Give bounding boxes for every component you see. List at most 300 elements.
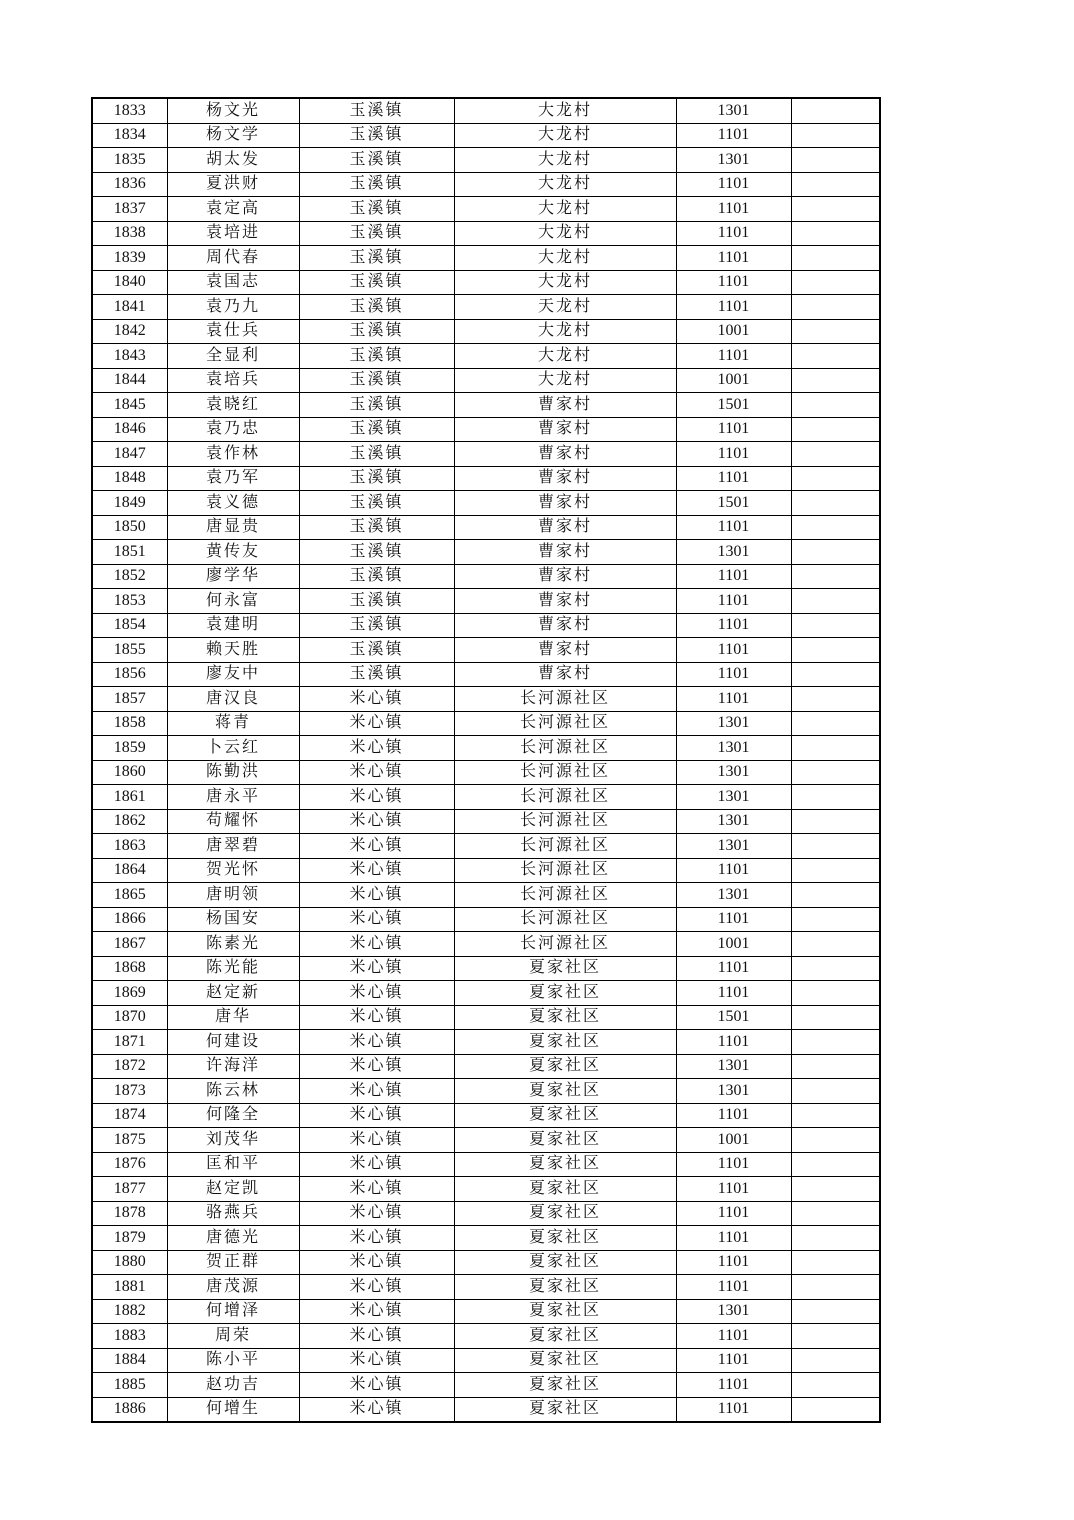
row-number-cell: 1837 (92, 197, 167, 222)
town-cell: 米心镇 (299, 1397, 454, 1422)
note-cell (791, 1373, 880, 1398)
code-cell: 1501 (676, 393, 791, 418)
town-cell: 米心镇 (299, 1250, 454, 1275)
table-row (92, 393, 880, 418)
table-row (92, 417, 880, 442)
row-number-cell: 1843 (92, 344, 167, 369)
code-cell: 1301 (676, 1054, 791, 1079)
row-number-cell: 1864 (92, 858, 167, 883)
village-cell: 曹家村 (454, 540, 676, 565)
person-name-cell: 杨文光 (167, 98, 299, 123)
code-cell: 1101 (676, 564, 791, 589)
row-number-cell: 1850 (92, 515, 167, 540)
row-number-cell: 1845 (92, 393, 167, 418)
table-row (92, 711, 880, 736)
code-cell: 1001 (676, 932, 791, 957)
row-number-cell: 1879 (92, 1226, 167, 1251)
village-cell: 长河源社区 (454, 809, 676, 834)
person-name-cell: 何增生 (167, 1397, 299, 1422)
village-cell: 夏家社区 (454, 1152, 676, 1177)
table-row (92, 123, 880, 148)
code-cell: 1101 (676, 858, 791, 883)
code-cell: 1101 (676, 662, 791, 687)
table-row (92, 1030, 880, 1055)
village-cell: 大龙村 (454, 148, 676, 173)
town-cell: 米心镇 (299, 1201, 454, 1226)
person-name-cell: 廖友中 (167, 662, 299, 687)
table-row (92, 1201, 880, 1226)
note-cell (791, 515, 880, 540)
village-cell: 大龙村 (454, 221, 676, 246)
village-cell: 长河源社区 (454, 834, 676, 859)
table-row (92, 1324, 880, 1349)
village-cell: 曹家村 (454, 662, 676, 687)
village-cell: 大龙村 (454, 98, 676, 123)
town-cell: 玉溪镇 (299, 540, 454, 565)
person-name-cell: 周代春 (167, 246, 299, 271)
village-cell: 夏家社区 (454, 1275, 676, 1300)
town-cell: 玉溪镇 (299, 368, 454, 393)
village-cell: 长河源社区 (454, 711, 676, 736)
person-name-cell: 袁仕兵 (167, 319, 299, 344)
person-name-cell: 何建设 (167, 1030, 299, 1055)
row-number-cell: 1833 (92, 98, 167, 123)
note-cell (791, 1054, 880, 1079)
town-cell: 玉溪镇 (299, 221, 454, 246)
row-number-cell: 1886 (92, 1397, 167, 1422)
row-number-cell: 1844 (92, 368, 167, 393)
note-cell (791, 785, 880, 810)
table-row (92, 785, 880, 810)
village-cell: 夏家社区 (454, 1348, 676, 1373)
table-row (92, 589, 880, 614)
note-cell (791, 393, 880, 418)
code-cell: 1101 (676, 1324, 791, 1349)
town-cell: 米心镇 (299, 981, 454, 1006)
table-row (92, 319, 880, 344)
code-cell: 1101 (676, 466, 791, 491)
person-name-cell: 陈勤洪 (167, 760, 299, 785)
person-name-cell: 袁乃忠 (167, 417, 299, 442)
table-row (92, 1275, 880, 1300)
code-cell: 1101 (676, 515, 791, 540)
note-cell (791, 1299, 880, 1324)
village-cell: 夏家社区 (454, 1250, 676, 1275)
table-row (92, 809, 880, 834)
table-row (92, 1103, 880, 1128)
row-number-cell: 1865 (92, 883, 167, 908)
person-name-cell: 袁乃军 (167, 466, 299, 491)
row-number-cell: 1863 (92, 834, 167, 859)
code-cell: 1101 (676, 442, 791, 467)
code-cell: 1301 (676, 711, 791, 736)
village-cell: 大龙村 (454, 344, 676, 369)
village-cell: 曹家村 (454, 491, 676, 516)
note-cell (791, 638, 880, 663)
note-cell (791, 368, 880, 393)
town-cell: 玉溪镇 (299, 393, 454, 418)
note-cell (791, 1079, 880, 1104)
row-number-cell: 1874 (92, 1103, 167, 1128)
table-row (92, 736, 880, 761)
row-number-cell: 1877 (92, 1177, 167, 1202)
row-number-cell: 1839 (92, 246, 167, 271)
note-cell (791, 687, 880, 712)
table-row (92, 956, 880, 981)
code-cell: 1101 (676, 1030, 791, 1055)
person-name-cell: 袁作林 (167, 442, 299, 467)
person-name-cell: 何增泽 (167, 1299, 299, 1324)
town-cell: 玉溪镇 (299, 417, 454, 442)
village-cell: 曹家村 (454, 613, 676, 638)
code-cell: 1101 (676, 1201, 791, 1226)
table-row (92, 858, 880, 883)
village-cell: 长河源社区 (454, 760, 676, 785)
town-cell: 米心镇 (299, 1324, 454, 1349)
row-number-cell: 1836 (92, 172, 167, 197)
person-name-cell: 贺正群 (167, 1250, 299, 1275)
note-cell (791, 540, 880, 565)
person-name-cell: 周荣 (167, 1324, 299, 1349)
village-cell: 夏家社区 (454, 1177, 676, 1202)
town-cell: 玉溪镇 (299, 344, 454, 369)
note-cell (791, 442, 880, 467)
village-cell: 夏家社区 (454, 1373, 676, 1398)
note-cell (791, 1152, 880, 1177)
row-number-cell: 1862 (92, 809, 167, 834)
code-cell: 1501 (676, 491, 791, 516)
person-name-cell: 唐翠碧 (167, 834, 299, 859)
roster-table (91, 97, 881, 1423)
code-cell: 1101 (676, 344, 791, 369)
note-cell (791, 246, 880, 271)
village-cell: 长河源社区 (454, 883, 676, 908)
row-number-cell: 1847 (92, 442, 167, 467)
village-cell: 大龙村 (454, 123, 676, 148)
town-cell: 玉溪镇 (299, 442, 454, 467)
note-cell (791, 613, 880, 638)
row-number-cell: 1875 (92, 1128, 167, 1153)
code-cell: 1301 (676, 98, 791, 123)
note-cell (791, 956, 880, 981)
village-cell: 长河源社区 (454, 907, 676, 932)
code-cell: 1301 (676, 760, 791, 785)
town-cell: 玉溪镇 (299, 662, 454, 687)
village-cell: 夏家社区 (454, 1030, 676, 1055)
code-cell: 1301 (676, 883, 791, 908)
note-cell (791, 491, 880, 516)
person-name-cell: 全显利 (167, 344, 299, 369)
row-number-cell: 1868 (92, 956, 167, 981)
village-cell: 大龙村 (454, 246, 676, 271)
town-cell: 米心镇 (299, 1275, 454, 1300)
person-name-cell: 唐德光 (167, 1226, 299, 1251)
table-row (92, 466, 880, 491)
village-cell: 大龙村 (454, 368, 676, 393)
town-cell: 米心镇 (299, 834, 454, 859)
code-cell: 1301 (676, 785, 791, 810)
code-cell: 1101 (676, 956, 791, 981)
village-cell: 夏家社区 (454, 1226, 676, 1251)
code-cell: 1101 (676, 907, 791, 932)
code-cell: 1101 (676, 295, 791, 320)
person-name-cell: 袁培兵 (167, 368, 299, 393)
person-name-cell: 陈云林 (167, 1079, 299, 1104)
town-cell: 米心镇 (299, 760, 454, 785)
note-cell (791, 883, 880, 908)
note-cell (791, 1348, 880, 1373)
code-cell: 1101 (676, 638, 791, 663)
table-row (92, 1005, 880, 1030)
note-cell (791, 1128, 880, 1153)
note-cell (791, 197, 880, 222)
person-name-cell: 何隆全 (167, 1103, 299, 1128)
code-cell: 1101 (676, 981, 791, 1006)
town-cell: 米心镇 (299, 858, 454, 883)
row-number-cell: 1842 (92, 319, 167, 344)
table-row (92, 883, 880, 908)
town-cell: 米心镇 (299, 907, 454, 932)
person-name-cell: 赖天胜 (167, 638, 299, 663)
row-number-cell: 1867 (92, 932, 167, 957)
table-row (92, 1177, 880, 1202)
person-name-cell: 匡和平 (167, 1152, 299, 1177)
village-cell: 夏家社区 (454, 1054, 676, 1079)
row-number-cell: 1846 (92, 417, 167, 442)
table-row (92, 295, 880, 320)
village-cell: 夏家社区 (454, 1128, 676, 1153)
code-cell: 1101 (676, 613, 791, 638)
row-number-cell: 1835 (92, 148, 167, 173)
table-row (92, 1079, 880, 1104)
row-number-cell: 1872 (92, 1054, 167, 1079)
village-cell: 大龙村 (454, 197, 676, 222)
village-cell: 夏家社区 (454, 1079, 676, 1104)
row-number-cell: 1856 (92, 662, 167, 687)
code-cell: 1101 (676, 197, 791, 222)
town-cell: 玉溪镇 (299, 123, 454, 148)
person-name-cell: 卜云红 (167, 736, 299, 761)
town-cell: 玉溪镇 (299, 246, 454, 271)
town-cell: 米心镇 (299, 1054, 454, 1079)
town-cell: 米心镇 (299, 1103, 454, 1128)
row-number-cell: 1882 (92, 1299, 167, 1324)
code-cell: 1301 (676, 540, 791, 565)
village-cell: 夏家社区 (454, 1005, 676, 1030)
note-cell (791, 736, 880, 761)
village-cell: 长河源社区 (454, 932, 676, 957)
note-cell (791, 1030, 880, 1055)
table-row (92, 638, 880, 663)
code-cell: 1101 (676, 221, 791, 246)
town-cell: 玉溪镇 (299, 515, 454, 540)
code-cell: 1101 (676, 123, 791, 148)
code-cell: 1301 (676, 1299, 791, 1324)
row-number-cell: 1884 (92, 1348, 167, 1373)
table-row (92, 834, 880, 859)
town-cell: 米心镇 (299, 736, 454, 761)
town-cell: 米心镇 (299, 687, 454, 712)
note-cell (791, 344, 880, 369)
code-cell: 1301 (676, 834, 791, 859)
table-row (92, 1348, 880, 1373)
table-row (92, 221, 880, 246)
row-number-cell: 1866 (92, 907, 167, 932)
table-row (92, 246, 880, 271)
table-row (92, 197, 880, 222)
person-name-cell: 何永富 (167, 589, 299, 614)
row-number-cell: 1840 (92, 270, 167, 295)
row-number-cell: 1841 (92, 295, 167, 320)
town-cell: 米心镇 (299, 956, 454, 981)
code-cell: 1101 (676, 1275, 791, 1300)
note-cell (791, 1275, 880, 1300)
table-row (92, 148, 880, 173)
table-row (92, 344, 880, 369)
village-cell: 夏家社区 (454, 1103, 676, 1128)
village-cell: 大龙村 (454, 270, 676, 295)
village-cell: 大龙村 (454, 172, 676, 197)
note-cell (791, 1250, 880, 1275)
village-cell: 夏家社区 (454, 981, 676, 1006)
town-cell: 玉溪镇 (299, 638, 454, 663)
table-row (92, 662, 880, 687)
row-number-cell: 1851 (92, 540, 167, 565)
table-row (92, 613, 880, 638)
person-name-cell: 陈小平 (167, 1348, 299, 1373)
table-row (92, 491, 880, 516)
code-cell: 1101 (676, 1226, 791, 1251)
code-cell: 1301 (676, 148, 791, 173)
person-name-cell: 陈素光 (167, 932, 299, 957)
town-cell: 米心镇 (299, 785, 454, 810)
village-cell: 长河源社区 (454, 736, 676, 761)
person-name-cell: 唐显贵 (167, 515, 299, 540)
person-name-cell: 袁晓红 (167, 393, 299, 418)
village-cell: 曹家村 (454, 589, 676, 614)
town-cell: 玉溪镇 (299, 148, 454, 173)
person-name-cell: 赵定新 (167, 981, 299, 1006)
town-cell: 米心镇 (299, 1030, 454, 1055)
code-cell: 1101 (676, 589, 791, 614)
row-number-cell: 1876 (92, 1152, 167, 1177)
town-cell: 玉溪镇 (299, 589, 454, 614)
code-cell: 1001 (676, 319, 791, 344)
note-cell (791, 1103, 880, 1128)
table-row (92, 1373, 880, 1398)
code-cell: 1101 (676, 1373, 791, 1398)
note-cell (791, 1397, 880, 1422)
note-cell (791, 172, 880, 197)
row-number-cell: 1857 (92, 687, 167, 712)
code-cell: 1001 (676, 368, 791, 393)
person-name-cell: 贺光怀 (167, 858, 299, 883)
person-name-cell: 唐汉良 (167, 687, 299, 712)
table-row (92, 932, 880, 957)
note-cell (791, 1005, 880, 1030)
person-name-cell: 胡太发 (167, 148, 299, 173)
note-cell (791, 809, 880, 834)
village-cell: 长河源社区 (454, 785, 676, 810)
person-name-cell: 杨文学 (167, 123, 299, 148)
village-cell: 曹家村 (454, 393, 676, 418)
town-cell: 米心镇 (299, 809, 454, 834)
row-number-cell: 1853 (92, 589, 167, 614)
table-row (92, 760, 880, 785)
town-cell: 米心镇 (299, 1128, 454, 1153)
village-cell: 曹家村 (454, 515, 676, 540)
village-cell: 长河源社区 (454, 687, 676, 712)
note-cell (791, 221, 880, 246)
note-cell (791, 662, 880, 687)
village-cell: 夏家社区 (454, 1201, 676, 1226)
row-number-cell: 1838 (92, 221, 167, 246)
code-cell: 1101 (676, 687, 791, 712)
note-cell (791, 123, 880, 148)
table-row (92, 515, 880, 540)
table-row (92, 368, 880, 393)
person-name-cell: 唐华 (167, 1005, 299, 1030)
note-cell (791, 1201, 880, 1226)
code-cell: 1101 (676, 417, 791, 442)
table-row (92, 98, 880, 123)
row-number-cell: 1834 (92, 123, 167, 148)
table-row (92, 1152, 880, 1177)
town-cell: 玉溪镇 (299, 172, 454, 197)
town-cell: 玉溪镇 (299, 295, 454, 320)
row-number-cell: 1860 (92, 760, 167, 785)
note-cell (791, 466, 880, 491)
town-cell: 玉溪镇 (299, 491, 454, 516)
row-number-cell: 1854 (92, 613, 167, 638)
row-number-cell: 1861 (92, 785, 167, 810)
table-row (92, 1397, 880, 1422)
person-name-cell: 唐明领 (167, 883, 299, 908)
person-name-cell: 唐茂源 (167, 1275, 299, 1300)
town-cell: 米心镇 (299, 1373, 454, 1398)
note-cell (791, 295, 880, 320)
table-row (92, 1299, 880, 1324)
code-cell: 1001 (676, 1128, 791, 1153)
row-number-cell: 1870 (92, 1005, 167, 1030)
note-cell (791, 834, 880, 859)
town-cell: 米心镇 (299, 1005, 454, 1030)
person-name-cell: 袁建明 (167, 613, 299, 638)
code-cell: 1301 (676, 736, 791, 761)
person-name-cell: 唐永平 (167, 785, 299, 810)
row-number-cell: 1885 (92, 1373, 167, 1398)
note-cell (791, 1177, 880, 1202)
note-cell (791, 981, 880, 1006)
table-row (92, 1250, 880, 1275)
town-cell: 玉溪镇 (299, 197, 454, 222)
village-cell: 曹家村 (454, 638, 676, 663)
village-cell: 曹家村 (454, 417, 676, 442)
row-number-cell: 1852 (92, 564, 167, 589)
row-number-cell: 1858 (92, 711, 167, 736)
village-cell: 夏家社区 (454, 1299, 676, 1324)
code-cell: 1501 (676, 1005, 791, 1030)
person-name-cell: 袁定高 (167, 197, 299, 222)
village-cell: 曹家村 (454, 442, 676, 467)
person-name-cell: 赵功吉 (167, 1373, 299, 1398)
person-name-cell: 袁乃九 (167, 295, 299, 320)
table-row (92, 540, 880, 565)
row-number-cell: 1869 (92, 981, 167, 1006)
town-cell: 玉溪镇 (299, 98, 454, 123)
town-cell: 玉溪镇 (299, 466, 454, 491)
table-row (92, 1128, 880, 1153)
